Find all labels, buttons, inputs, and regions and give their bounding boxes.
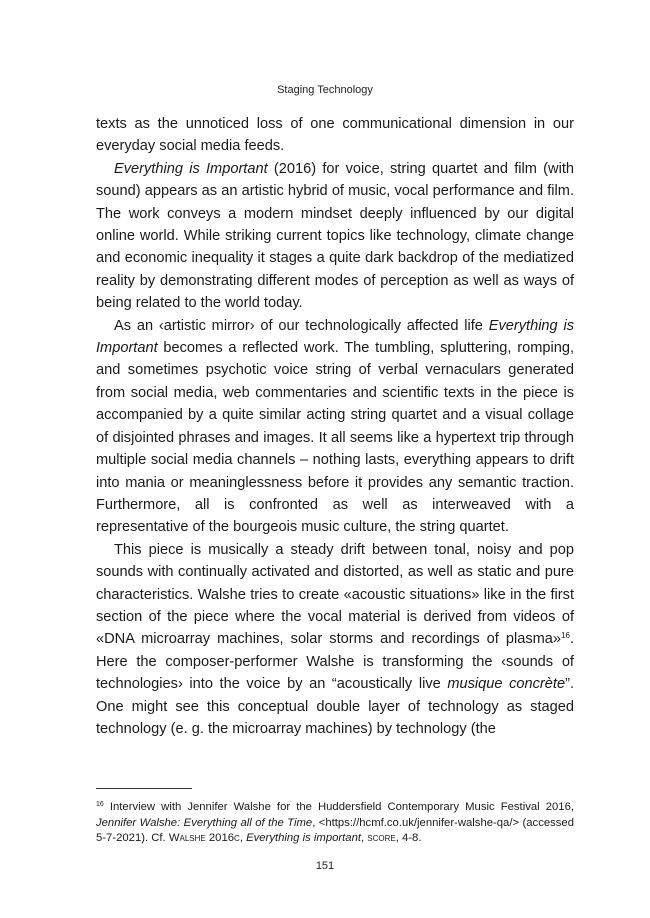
footnote-italic-title: Jennifer Walshe: Everything all of the Time [96, 816, 313, 829]
footnote-year-suffix: c [234, 832, 240, 845]
paragraph-continuation [96, 113, 574, 158]
footnote-author: Walshe [168, 832, 206, 845]
paragraph-text: texts as the unnoticed loss of one communicational dimension in our everyday social media feeds. [96, 116, 574, 155]
footnote-16 [96, 800, 574, 847]
paragraph-text: This piece is musically a steady drift between tonal, noisy and pop sounds with continually activated and distorted, as well as static and pure characteristics. Walshe tries to create «acoustic situations» like in the first section of the piece where the vocal material is derived from videos of «DNA microarray machines, solar storms and recordings of plasma» [96, 541, 574, 648]
work-title: Everything is Important [96, 317, 575, 357]
footnote-reference[interactable]: 16 [561, 631, 570, 641]
body-text [96, 113, 574, 740]
paragraph-work-description [96, 158, 574, 315]
paragraph-musical-drift [96, 539, 574, 741]
footnote-score: score [367, 832, 396, 845]
footnote-text: Interview with Jennifer Walshe for the Huddersfield Contemporary Music Festival 2016, [103, 801, 574, 813]
footnote-number: 16 [96, 801, 104, 808]
paragraph-lead: As an ‹artistic mirror› of our technologically affected life [114, 317, 489, 334]
paragraph-text: . Here the composer-performer Walshe is transforming the ‹sounds of technologies› into the voice by an “acoustically live [96, 631, 574, 693]
paragraph-text: (2016) for voice, string quartet and film (with sound) appears as an artistic hybrid of music, vocal performance and film. The work conveys a modern mindset deeply influenced by our digital online world. While striking current topics like technology, climate change and economic inequality it stages a quite dark backdrop of the mediatized reality by demonstrating different modes of perception as well as ways of being related to the world today. [96, 160, 574, 312]
footnote-text: , [239, 832, 247, 845]
paragraph-text: becomes a reflected work. The tumbling, spluttering, romping, and sometimes psychotic voice string of verbal vernaculars generated from social media, web commentaries and scientific texts in the piece is accompanied by a quite similar acting string quartet and a visual collage of disjointed phrases and images. It all seems like a hypertext trip through multiple social media channels – nothing lasts, everything appears to drift into mania or meaninglessness before it provides any semantic traction. Furthermore, all is confronted as well as interweaved with a representative of the bourgeois music culture, the string quartet. [96, 340, 574, 536]
italic-term: musique concrète [447, 676, 566, 693]
page-number: 151 [315, 860, 335, 872]
footnote-text: , [361, 832, 368, 845]
footnote-italic-work: Everything is important [246, 832, 361, 845]
running-head: Staging Technology [277, 84, 373, 96]
paragraph-text: ”. One might see this conceptual double layer of technology as staged technology (e. g. the microarray machines) by technology (the [96, 676, 575, 737]
paragraph-artistic-mirror [96, 315, 574, 539]
work-title: Everything is Important [114, 160, 268, 177]
footnote-text: , <https://hcmf.co.uk/jennifer-walshe-qa/> (accessed 5-7-2021). Cf. [96, 816, 574, 845]
footnote-divider [96, 788, 192, 789]
footnote-text: 2016 [205, 832, 235, 845]
footnote-text: , 4-8. [395, 832, 422, 845]
